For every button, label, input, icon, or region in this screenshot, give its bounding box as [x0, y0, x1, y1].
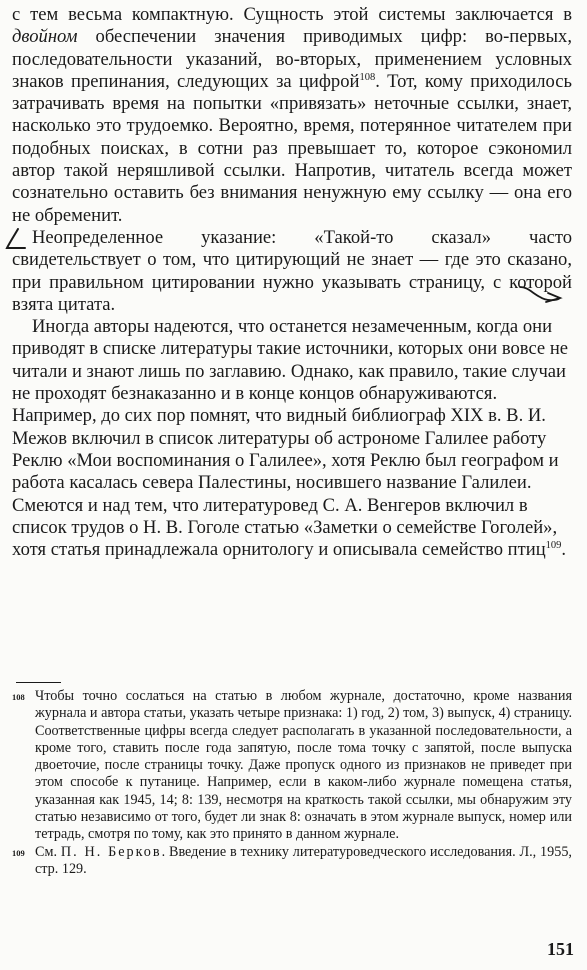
- footnote-ref-109[interactable]: 109: [545, 539, 562, 551]
- paragraph-3: Иногда авторы надеются, что останется незамеченным, когда они приводят в списке литературы такие источники, которых они вовсе не читали и знают лишь по заглавию. Однако, как правило, такие случаи не проходят безнаказанно и в конце концов обнаруживаются. Например, до сих пор помнят, что видный библиограф XIX в. В. И. Межов включил в список литературы об астрономе Галилее работу Реклю «Мои воспоминания о Галилее», хотя Реклю был географом и работа касалась севера Палестины, носившего название Галилеи. Смеются и над тем, что литературовед С. А. Венгеров включил в список трудов о Н. В. Гоголе статью «Заметки о семействе Гоголей», хотя статья принадлежала орнитологу и описывала семейство птиц$^{109}$.: [12, 316, 569, 561]
- footnote-108: [12, 688, 572, 844]
- paragraph-2: Неопределенное указание: «Такой-то сказал» часто свидетельствует о том, что цитирующий не знает — где это сказано, при правильном цитировании нужно указывать страницу, с которой взята цитата.: [12, 227, 572, 316]
- footnote-ref-108[interactable]: 108: [359, 71, 376, 83]
- footnotes: [12, 688, 572, 878]
- footnote-number: 109: [12, 847, 25, 858]
- paragraph-1: с тем весьма компактную. Сущность этой системы заключается в двойном обеспечении значения приводимых цифр: во-первых, последовательности указаний, во-вторых, применением условных знаков препинания, следующих за цифрой$^{108}$. Тот, кому приходилось затрачивать время на попытки «привязать» неточные ссылки, знает, насколько это трудоемко. Вероятно, время, потерянное читателем при подобных поисках, в сотни раз превышает то, которое сэкономил автор такой неряшливой ссылки. Напротив, читатель всегда может сознательно оставить без внимания ненужную ему ссылку — она его не обременит.: [12, 4, 573, 226]
- handwritten-bracket-mark: [4, 228, 26, 250]
- footnote-109: 109 См. П. Н. Берков. Введение в технику литературоведческого исследования. Л., 1955, стр. 129.: [12, 843, 572, 877]
- emphasis-word: двойном: [12, 26, 78, 48]
- footnote-text: Чтобы точно сослаться на статью в любом журнале, достаточно, кроме названия журнала и автора статьи, указать четыре признака: 1) год, 2) том, 3) выпуск, 4) страницу. Соответственные цифры всегда следует располагать в указанной последовательности, а кроме того, ставить после года запятую, после тома точку с запятой, после выпуска двоеточие, после страницы точку. Даже пропуск одного из признаков не приведет при этом способе к путанице. Например, если в каком-либо журнале помещена статья, указанная как 1945, 14; 8: 139, несмотря на краткость такой ссылки, мы обнаружим эту статью независимо от того, будет ли знак 8: означать в этом журнале выпуск, номер или тетрадь, смотря по тому, как это принято в данном журнале.: [35, 688, 572, 843]
- author-name: П. Н. Берков: [60, 843, 162, 860]
- page-number: 151: [547, 939, 574, 959]
- footnote-number: 108: [12, 692, 25, 702]
- main-text: [12, 4, 572, 561]
- footnote-divider: [16, 682, 61, 683]
- handwritten-arrow-mark: [518, 285, 562, 309]
